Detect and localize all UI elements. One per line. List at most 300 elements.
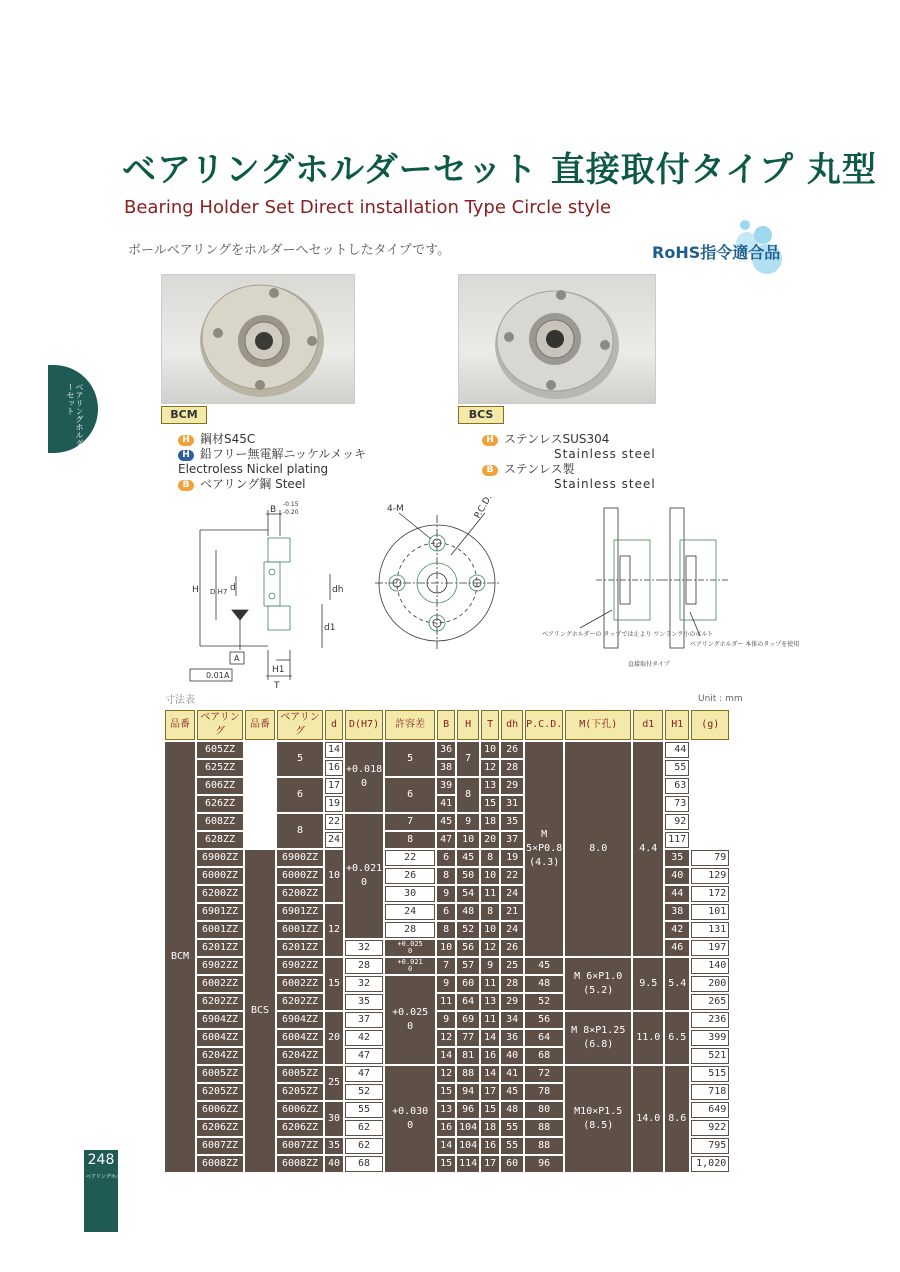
bcm-bearing-cell: 6005ZZ bbox=[197, 1066, 243, 1082]
dh-cell: 12 bbox=[481, 760, 499, 776]
bore-cell: 32 bbox=[345, 940, 383, 956]
product-description: ボールベアリングをホルダーへセットしたタイプです。 bbox=[128, 243, 451, 258]
pcd-cell: 44 bbox=[665, 886, 689, 902]
weight-cell: 200 bbox=[691, 976, 729, 992]
rohs-label: RoHS指令適合品 bbox=[652, 243, 781, 262]
bcs-code-label: BCS bbox=[458, 406, 504, 424]
pcd-cell: 28 bbox=[501, 760, 523, 776]
thread-size: M 6×P1.0 bbox=[574, 971, 623, 982]
weight-cell: 101 bbox=[691, 904, 729, 920]
pcd-cell: 46 bbox=[665, 940, 689, 956]
col-header: dh bbox=[501, 710, 523, 740]
tolerance-cell: +0.021 0 bbox=[385, 958, 435, 974]
table-unit: Unit : mm bbox=[698, 694, 743, 704]
b-cell: 10 bbox=[437, 940, 455, 956]
bore-cell: 47 bbox=[345, 1048, 383, 1064]
weight-cell: 649 bbox=[691, 1102, 729, 1118]
weight-cell: 795 bbox=[691, 1138, 729, 1154]
bore-cell: 16 bbox=[325, 760, 343, 776]
bcm-bearing-cell: 6008ZZ bbox=[197, 1156, 243, 1172]
b-cell: 5 bbox=[385, 742, 435, 776]
dh-cell: 45 bbox=[501, 1084, 523, 1100]
b-cell: 8 bbox=[437, 868, 455, 884]
table-header-row bbox=[165, 710, 729, 740]
dh-cell: 21 bbox=[501, 904, 523, 920]
h-cell: 114 bbox=[457, 1156, 479, 1172]
weight-cell: 73 bbox=[665, 796, 689, 812]
bcm-bearing-cell: 6002ZZ bbox=[197, 976, 243, 992]
bore-cell: 30 bbox=[385, 886, 435, 902]
d1-cell: 9.5 bbox=[633, 958, 663, 1010]
bcs-bearing-cell: 6204ZZ bbox=[277, 1048, 323, 1064]
bore-cell: 35 bbox=[345, 994, 383, 1010]
dh-cell: 22 bbox=[501, 868, 523, 884]
dim-h-label: H bbox=[192, 585, 199, 595]
col-header: (g) bbox=[691, 710, 729, 740]
col-header: B bbox=[437, 710, 455, 740]
pcd-cell: 88 bbox=[525, 1138, 563, 1154]
pcd-cell: 78 bbox=[525, 1084, 563, 1100]
h-cell: 41 bbox=[437, 796, 455, 812]
bcs-bearing-cell: 6205ZZ bbox=[277, 1084, 323, 1100]
side-tab-label: ベアリングホルダーセット bbox=[66, 383, 84, 447]
h-cell: 94 bbox=[457, 1084, 479, 1100]
bcm-flange-image bbox=[162, 275, 354, 403]
bore-cell: 42 bbox=[345, 1030, 383, 1046]
dh-cell: 20 bbox=[481, 832, 499, 848]
bore-cell: 24 bbox=[325, 832, 343, 848]
bcs-bearing-cell: 6901ZZ bbox=[277, 904, 323, 920]
bcs-spec-bearing: B ステンレス製 bbox=[482, 462, 656, 477]
tap-count-label: 4-M bbox=[387, 504, 404, 514]
t-cell: 18 bbox=[481, 1120, 499, 1136]
pcd-cell: 52 bbox=[525, 994, 563, 1010]
bore-cell: 28 bbox=[385, 922, 435, 938]
h-cell: 57 bbox=[457, 958, 479, 974]
col-header: d1 bbox=[633, 710, 663, 740]
bcs-bearing-cell: 6001ZZ bbox=[277, 922, 323, 938]
weight-cell: 131 bbox=[691, 922, 729, 938]
t-cell: 8 bbox=[481, 904, 499, 920]
h-cell: 81 bbox=[457, 1048, 479, 1064]
t-cell: 11 bbox=[481, 976, 499, 992]
tolerance-cell: +0.025 0 bbox=[385, 940, 435, 956]
pcd-cell: 45 bbox=[525, 958, 563, 974]
bore-cell: 22 bbox=[385, 850, 435, 866]
h1-cell: 8.6 bbox=[665, 1066, 689, 1172]
b-cell: 12 bbox=[437, 1066, 455, 1082]
bcs-bearing-cell: 6002ZZ bbox=[277, 976, 323, 992]
bcm-spec-material: H 鋼材S45C bbox=[178, 432, 366, 447]
b-tolerance-lower: -0.20 bbox=[283, 509, 299, 516]
bcm-bearing-cell: 6900ZZ bbox=[197, 850, 243, 866]
thread-cell bbox=[565, 1066, 631, 1172]
col-header: ベアリング bbox=[197, 710, 243, 740]
bcm-bearing-cell: 6007ZZ bbox=[197, 1138, 243, 1154]
col-header: T bbox=[481, 710, 499, 740]
h-cell: 47 bbox=[437, 832, 455, 848]
weight-cell: 44 bbox=[665, 742, 689, 758]
d-cell: 10 bbox=[325, 850, 343, 902]
bcs-bearing-cell: 6200ZZ bbox=[277, 886, 323, 902]
weight-cell: 521 bbox=[691, 1048, 729, 1064]
b-cell: 7 bbox=[437, 958, 455, 974]
bcs-flange-image bbox=[459, 275, 655, 403]
col-header: ベアリング bbox=[277, 710, 323, 740]
h-cell: 45 bbox=[437, 814, 455, 830]
pilot-hole: (4.3) bbox=[529, 857, 560, 868]
pcd-cell: 35 bbox=[665, 850, 689, 866]
pcd-cell: 40 bbox=[665, 868, 689, 884]
t-cell: 16 bbox=[481, 1138, 499, 1154]
d-cell: 15 bbox=[325, 958, 343, 1010]
pcd-cell: 26 bbox=[501, 742, 523, 758]
dh-cell: 48 bbox=[501, 1102, 523, 1118]
bore-cell: 62 bbox=[345, 1120, 383, 1136]
blank-cell bbox=[245, 742, 275, 848]
bcs-spec-material: H ステンレスSUS304 bbox=[482, 432, 656, 447]
dimension-table bbox=[163, 708, 731, 1174]
weight-cell: 515 bbox=[691, 1066, 729, 1082]
t-cell: 10 bbox=[481, 868, 499, 884]
weight-cell: 63 bbox=[665, 778, 689, 794]
d-cell: 25 bbox=[325, 1066, 343, 1100]
pcd-cell: 29 bbox=[501, 778, 523, 794]
section-side-tab bbox=[48, 365, 98, 453]
pilot-hole: (8.5) bbox=[583, 1120, 614, 1131]
bcm-bearing-cell: 6001ZZ bbox=[197, 922, 243, 938]
pcd-cell: 37 bbox=[501, 832, 523, 848]
t-cell: 11 bbox=[481, 1012, 499, 1028]
bcm-code-label: BCM bbox=[161, 406, 207, 424]
bcm-bearing-cell: 6000ZZ bbox=[197, 868, 243, 884]
front-view-drawing bbox=[375, 495, 505, 655]
thread-cell bbox=[525, 742, 563, 956]
t-cell: 11 bbox=[481, 886, 499, 902]
pcd-cell: 88 bbox=[525, 1120, 563, 1136]
h1-cell: 6.5 bbox=[665, 1012, 689, 1064]
h-cell: 54 bbox=[457, 886, 479, 902]
dim-b-label: B bbox=[270, 505, 277, 515]
note-right-tap: ベアリングホルダー 本体のタップを使用 bbox=[690, 641, 800, 648]
bcm-bearing-cell: 6902ZZ bbox=[197, 958, 243, 974]
t-cell: 13 bbox=[481, 994, 499, 1010]
bcm-bearing-cell: 6205ZZ bbox=[197, 1084, 243, 1100]
b-cell: 12 bbox=[437, 1030, 455, 1046]
holder-badge-icon: H bbox=[178, 435, 194, 446]
flatness-datum: A bbox=[224, 671, 230, 680]
d-cell: 8 bbox=[277, 814, 323, 848]
bcm-bearing-cell: 6901ZZ bbox=[197, 904, 243, 920]
bcs-bearing-cell: 6904ZZ bbox=[277, 1012, 323, 1028]
pcd-cell: 96 bbox=[525, 1156, 563, 1172]
b-cell: 14 bbox=[437, 1138, 455, 1154]
bore-cell: 17 bbox=[325, 778, 343, 794]
dh-cell: 36 bbox=[501, 1030, 523, 1046]
col-header: H bbox=[457, 710, 479, 740]
bcm-bearing-cell: 6206ZZ bbox=[197, 1120, 243, 1136]
bcm-spec-list bbox=[178, 432, 366, 492]
dim-dh7-label: D H7 bbox=[210, 588, 228, 596]
b-cell: 15 bbox=[437, 1084, 455, 1100]
bcs-bearing-cell: 6902ZZ bbox=[277, 958, 323, 974]
b-cell: 15 bbox=[437, 1156, 455, 1172]
h-cell: 88 bbox=[457, 1066, 479, 1082]
t-cell: 16 bbox=[481, 1048, 499, 1064]
col-header: D(H7) bbox=[345, 710, 383, 740]
bore-cell: 47 bbox=[345, 1066, 383, 1082]
h-cell: 104 bbox=[457, 1138, 479, 1154]
bcm-spec-plating-en: Electroless Nickel plating bbox=[178, 462, 329, 476]
dh-cell: 29 bbox=[501, 994, 523, 1010]
rohs-badge bbox=[640, 226, 790, 274]
dh-cell: 41 bbox=[501, 1066, 523, 1082]
dh-cell: 40 bbox=[501, 1048, 523, 1064]
d-cell: 20 bbox=[325, 1012, 343, 1064]
dh-cell: 13 bbox=[481, 778, 499, 794]
bcs-spec-material-en: Stainless steel bbox=[554, 447, 656, 461]
dim-d-label: d bbox=[230, 583, 236, 593]
bcm-bearing-cell: 6202ZZ bbox=[197, 994, 243, 1010]
col-header: M(下孔) bbox=[565, 710, 631, 740]
h-cell: 39 bbox=[437, 778, 455, 794]
weight-cell: 172 bbox=[691, 886, 729, 902]
bcs-bearing-cell: 6004ZZ bbox=[277, 1030, 323, 1046]
dh-cell: 26 bbox=[501, 940, 523, 956]
bore-cell: 37 bbox=[345, 1012, 383, 1028]
weight-cell: 718 bbox=[691, 1084, 729, 1100]
b-cell: 9 bbox=[437, 976, 455, 992]
bore-cell: 55 bbox=[345, 1102, 383, 1118]
t-cell: 10 bbox=[457, 832, 479, 848]
bcs-bearing-cell: 6005ZZ bbox=[277, 1066, 323, 1082]
h-cell: 104 bbox=[457, 1120, 479, 1136]
bore-cell: 19 bbox=[325, 796, 343, 812]
h-cell: 64 bbox=[457, 994, 479, 1010]
weight-cell: 922 bbox=[691, 1120, 729, 1136]
dh-cell: 60 bbox=[501, 1156, 523, 1172]
t-cell: 8 bbox=[481, 850, 499, 866]
page-title: ベアリングホルダーセット 直接取付タイプ 丸型 bbox=[122, 150, 877, 190]
pcd-cell: 38 bbox=[665, 904, 689, 920]
tolerance-cell: +0.021 0 bbox=[345, 814, 383, 938]
bcs-bearing-cell: 6900ZZ bbox=[277, 850, 323, 866]
t-cell: 9 bbox=[457, 814, 479, 830]
col-header: H1 bbox=[665, 710, 689, 740]
h-cell: 45 bbox=[457, 850, 479, 866]
page-number: 248 bbox=[87, 1152, 115, 1168]
d-cell: 30 bbox=[325, 1102, 343, 1136]
bcm-bearing-cell: 6004ZZ bbox=[197, 1030, 243, 1046]
bore-cell: 14 bbox=[325, 742, 343, 758]
tolerance-cell: +0.025 0 bbox=[385, 976, 435, 1064]
weight-cell: 55 bbox=[665, 760, 689, 776]
t-cell: 15 bbox=[481, 1102, 499, 1118]
t-cell: 14 bbox=[481, 1030, 499, 1046]
b-cell: 7 bbox=[385, 814, 435, 830]
thread-size: M 5×P0.8 bbox=[526, 829, 563, 854]
dh-cell: 55 bbox=[501, 1138, 523, 1154]
pcd-cell: 80 bbox=[525, 1102, 563, 1118]
bearing-badge-icon: B bbox=[482, 465, 498, 476]
bcm-bearing-cell: 6200ZZ bbox=[197, 886, 243, 902]
bore-cell: 62 bbox=[345, 1138, 383, 1154]
tolerance-cell: +0.018 0 bbox=[345, 742, 383, 812]
h1-cell: 5.4 bbox=[665, 958, 689, 1010]
dh-cell: 55 bbox=[501, 1120, 523, 1136]
thread-size: M 8×P1.25 bbox=[571, 1025, 626, 1036]
pcd-cell: 72 bbox=[525, 1066, 563, 1082]
d-cell: 5 bbox=[277, 742, 323, 776]
tolerance-cell: +0.030 0 bbox=[385, 1066, 435, 1172]
bore-cell: 68 bbox=[345, 1156, 383, 1172]
h-cell: 56 bbox=[457, 940, 479, 956]
bcm-spec-bearing: B ベアリング鋼 Steel bbox=[178, 477, 366, 492]
b-cell: 16 bbox=[437, 1120, 455, 1136]
col-header: 品番 bbox=[165, 710, 195, 740]
h-cell: 60 bbox=[457, 976, 479, 992]
page-number-tab bbox=[84, 1150, 146, 1232]
weight-cell: 236 bbox=[691, 1012, 729, 1028]
pcd-label: P.C.D. bbox=[472, 493, 495, 521]
footer-label: ベアリングホルダーセット bbox=[86, 1174, 146, 1180]
h-cell: 38 bbox=[437, 760, 455, 776]
h-cell: 36 bbox=[437, 742, 455, 758]
bcs-product-photo bbox=[458, 274, 656, 404]
d1-cell: 11.0 bbox=[633, 1012, 663, 1064]
t-cell: 17 bbox=[481, 1156, 499, 1172]
bcm-bearing-cell: 6204ZZ bbox=[197, 1048, 243, 1064]
b-tolerance-upper: -0.15 bbox=[283, 501, 299, 508]
dh-cell: 10 bbox=[481, 742, 499, 758]
dim-h1-label: H1 bbox=[272, 665, 285, 675]
pilot-hole: (5.2) bbox=[583, 985, 614, 996]
dh-cell: 24 bbox=[501, 922, 523, 938]
weight-cell: 197 bbox=[691, 940, 729, 956]
b-cell: 8 bbox=[385, 832, 435, 848]
t-cell: 9 bbox=[481, 958, 499, 974]
bcs-bearing-cell: 6000ZZ bbox=[277, 868, 323, 884]
bcs-spec-list bbox=[482, 432, 656, 492]
h-cell: 77 bbox=[457, 1030, 479, 1046]
side-section-drawing bbox=[180, 500, 350, 690]
weight-cell: 399 bbox=[691, 1030, 729, 1046]
bcm-bearing-cell: 626ZZ bbox=[197, 796, 243, 812]
h-cell: 52 bbox=[457, 922, 479, 938]
weight-cell: 117 bbox=[665, 832, 689, 848]
dh-cell: 19 bbox=[501, 850, 523, 866]
weight-cell: 1,020 bbox=[691, 1156, 729, 1172]
t-cell: 8 bbox=[457, 778, 479, 812]
t-cell: 14 bbox=[481, 1066, 499, 1082]
d1-cell: 14.0 bbox=[633, 1066, 663, 1172]
bore-cell: 52 bbox=[345, 1084, 383, 1100]
thread-size: M10×P1.5 bbox=[574, 1106, 623, 1117]
group-bcs-cell: BCS bbox=[245, 850, 275, 1172]
table-caption: 寸法表 bbox=[165, 695, 195, 706]
bcm-bearing-cell: 605ZZ bbox=[197, 742, 243, 758]
t-cell: 7 bbox=[457, 742, 479, 776]
pilot-hole: (6.8) bbox=[583, 1039, 614, 1050]
weight-cell: 265 bbox=[691, 994, 729, 1010]
page-title-english: Bearing Holder Set Direct installation Type Circle style bbox=[124, 197, 612, 218]
note-direct-install: 直接取付タイプ bbox=[628, 661, 670, 668]
bcs-bearing-cell: 6006ZZ bbox=[277, 1102, 323, 1118]
bcm-bearing-cell: 628ZZ bbox=[197, 832, 243, 848]
col-header: d bbox=[325, 710, 343, 740]
holder-badge-icon: H bbox=[178, 450, 194, 461]
installation-drawing bbox=[540, 500, 800, 670]
group-bcm-cell: BCM bbox=[165, 742, 195, 1172]
thread-cell bbox=[565, 958, 631, 1010]
h-cell: 48 bbox=[457, 904, 479, 920]
t-cell: 10 bbox=[481, 922, 499, 938]
h-cell: 69 bbox=[457, 1012, 479, 1028]
bcm-bearing-cell: 6904ZZ bbox=[197, 1012, 243, 1028]
dh-cell: 34 bbox=[501, 1012, 523, 1028]
bcm-spec-plating: H 鉛フリー無電解ニッケルメッキ bbox=[178, 447, 366, 462]
d-cell: 12 bbox=[325, 904, 343, 956]
flatness-value: 0.01 bbox=[206, 671, 224, 680]
h1-cell: 4.4 bbox=[633, 742, 663, 956]
bore-cell: 24 bbox=[385, 904, 435, 920]
b-cell: 6 bbox=[437, 904, 455, 920]
b-cell: 14 bbox=[437, 1048, 455, 1064]
b-cell: 9 bbox=[437, 1012, 455, 1028]
thread-cell bbox=[565, 1012, 631, 1064]
bcs-spec-bearing-en: Stainless steel bbox=[554, 477, 656, 491]
pcd-cell: 42 bbox=[665, 922, 689, 938]
note-left-bolt: ベアリングホルダーの タップでは止より ワンランク小のボルト bbox=[542, 631, 714, 638]
dh-cell: 25 bbox=[501, 958, 523, 974]
t-cell: 12 bbox=[481, 940, 499, 956]
weight-cell: 92 bbox=[665, 814, 689, 830]
bore-cell: 26 bbox=[385, 868, 435, 884]
col-header: 許容差 bbox=[385, 710, 435, 740]
weight-cell: 129 bbox=[691, 868, 729, 884]
table-row bbox=[165, 742, 729, 758]
bcs-bearing-cell: 6007ZZ bbox=[277, 1138, 323, 1154]
pcd-cell: 48 bbox=[525, 976, 563, 992]
pcd-cell: 68 bbox=[525, 1048, 563, 1064]
bcm-bearing-cell: 6201ZZ bbox=[197, 940, 243, 956]
bcs-bearing-cell: 6201ZZ bbox=[277, 940, 323, 956]
dh-cell: 15 bbox=[481, 796, 499, 812]
bcs-bearing-cell: 6202ZZ bbox=[277, 994, 323, 1010]
bore-cell: 28 bbox=[345, 958, 383, 974]
b-cell: 11 bbox=[437, 994, 455, 1010]
bearing-badge-icon: B bbox=[178, 480, 194, 491]
h-cell: 96 bbox=[457, 1102, 479, 1118]
b-cell: 6 bbox=[437, 850, 455, 866]
holder-badge-icon: H bbox=[482, 435, 498, 446]
t-cell: 17 bbox=[481, 1084, 499, 1100]
d1-cell: 8.0 bbox=[565, 742, 631, 956]
dim-t-label: T bbox=[274, 681, 280, 691]
d-cell: 40 bbox=[325, 1156, 343, 1172]
pcd-cell: 64 bbox=[525, 1030, 563, 1046]
bcm-bearing-cell: 608ZZ bbox=[197, 814, 243, 830]
dim-dh-label: dh bbox=[332, 585, 344, 595]
bore-cell: 32 bbox=[345, 976, 383, 992]
d-cell: 35 bbox=[325, 1138, 343, 1154]
bcm-bearing-cell: 606ZZ bbox=[197, 778, 243, 794]
d-cell: 6 bbox=[277, 778, 323, 812]
dim-d1-label: d1 bbox=[324, 623, 336, 633]
bore-cell: 22 bbox=[325, 814, 343, 830]
bcm-bearing-cell: 625ZZ bbox=[197, 760, 243, 776]
dh-cell: 24 bbox=[501, 886, 523, 902]
